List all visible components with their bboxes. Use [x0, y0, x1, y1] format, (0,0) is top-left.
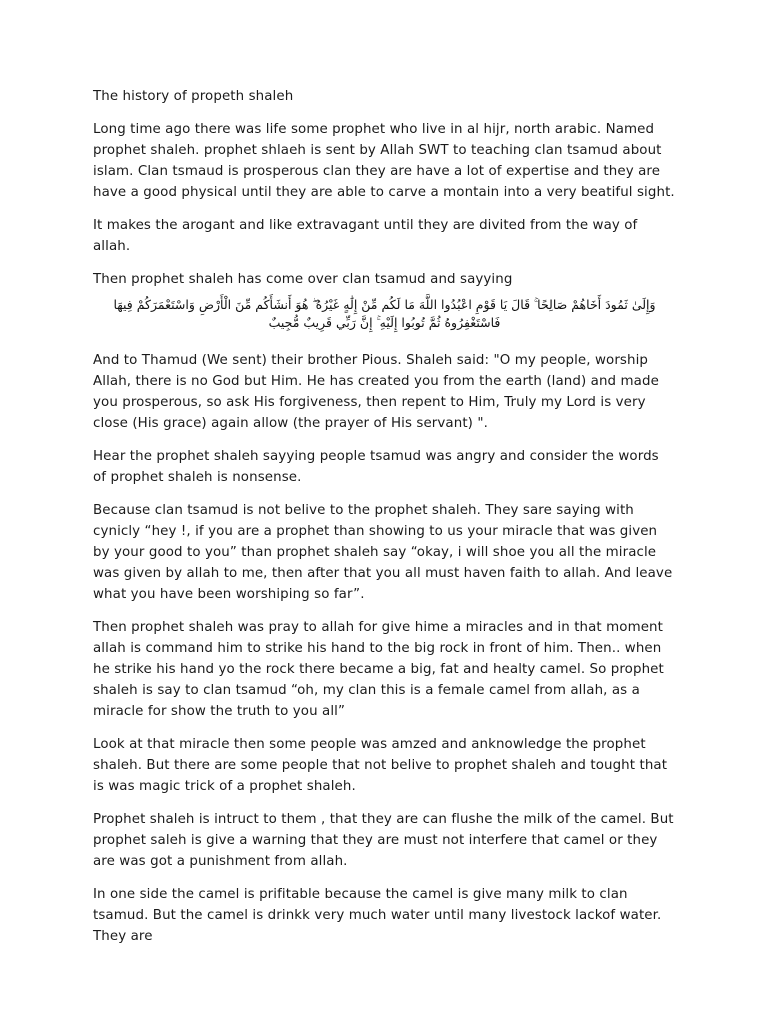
arabic-verse: وَإِلَىٰ ثَمُودَ أَخَاهُمْ صَالِحًا ۚ قَالَ يَا قَوْمِ اعْبُدُوا اللَّهَ مَا لَكُم مِّنْ إِلَٰهٍ غَيْرُهُ ۖ هُوَ أَنشَأَكُم مِّنَ الْأَرْضِ وَاسْتَعْمَرَكُمْ فِيهَا فَاسْتَغْفِرُوهُ ثُمَّ تُوبُوا إِلَيْهِ ۚ إِنَّ رَبِّي قَرِيبٌ مُّجِيبٌ	[113, 297, 656, 330]
paragraph-saying: Then prophet shaleh has come over clan tsamud and sayying	[93, 272, 513, 287]
paragraph-intro: Long time ago there was life some prophet who live in al hijr, north arabic. Named prophet shaleh. prophet shlaeh is sent by Allah SWT to teaching clan tsamud about islam. Clan tsmaud is prosperous clan they are have a lot of expertise and they are have a good physical until they are able to carve a montain into a very beatiful sight.	[93, 122, 675, 200]
paragraph-camel: Then prophet shaleh was pray to allah for give hime a miracles and in that moment allah is command him to strike his hand to the big rock in front of him. Then.. when he strike his hand yo the rock there became a big, fat and healty camel. So prophet shaleh is say to clan tsamud “oh, my clan this is a female camel from allah, as a miracle for show the truth to you all”	[93, 620, 664, 719]
paragraph-miracle-request: Because clan tsamud is not belive to the prophet shaleh. They sare saying with cynicly “hey !, if you are a prophet than showing to us your miracle that was given by your good to you” than prophet shaleh say “okay, i will shoe you all the miracle was given by allah to me, then after that you all must haven faith to allah. And leave what you have been worshiping so far”.	[93, 503, 673, 602]
paragraph-instruction: Prophet shaleh is intruct to them , that they are can flushe the milk of the camel. But prophet saleh is give a warning that they are must not interfere that camel or they are was got a punishment from allah.	[93, 812, 674, 869]
paragraph-angry: Hear the prophet shaleh sayying people tsamud was angry and consider the words of prophet shaleh is nonsense.	[93, 449, 659, 485]
paragraph-water: In one side the camel is prifitable because the camel is give many milk to clan tsamud. But the camel is drinkk very much water until many livestock lackof water. They are	[93, 887, 662, 944]
document-title: The history of propeth shaleh	[93, 89, 294, 104]
paragraph-translation: And to Thamud (We sent) their brother Pious. Shaleh said: "O my people, worship Allah, there is no God but Him. He has created you from the earth (land) and made you prosperous, so ask His forgiveness, then repent to Him, Truly my Lord is very close (His grace) again allow (the prayer of His servant) ".	[93, 353, 659, 431]
paragraph-reaction: Look at that miracle then some people was amzed and anknowledge the prophet shaleh. But there are some people that not belive to prophet shaleh and tought that is was magic trick of a prophet shaleh.	[93, 737, 668, 794]
paragraph-arrogance: It makes the arogant and like extravagant until they are divited from the way of allah.	[93, 218, 638, 254]
